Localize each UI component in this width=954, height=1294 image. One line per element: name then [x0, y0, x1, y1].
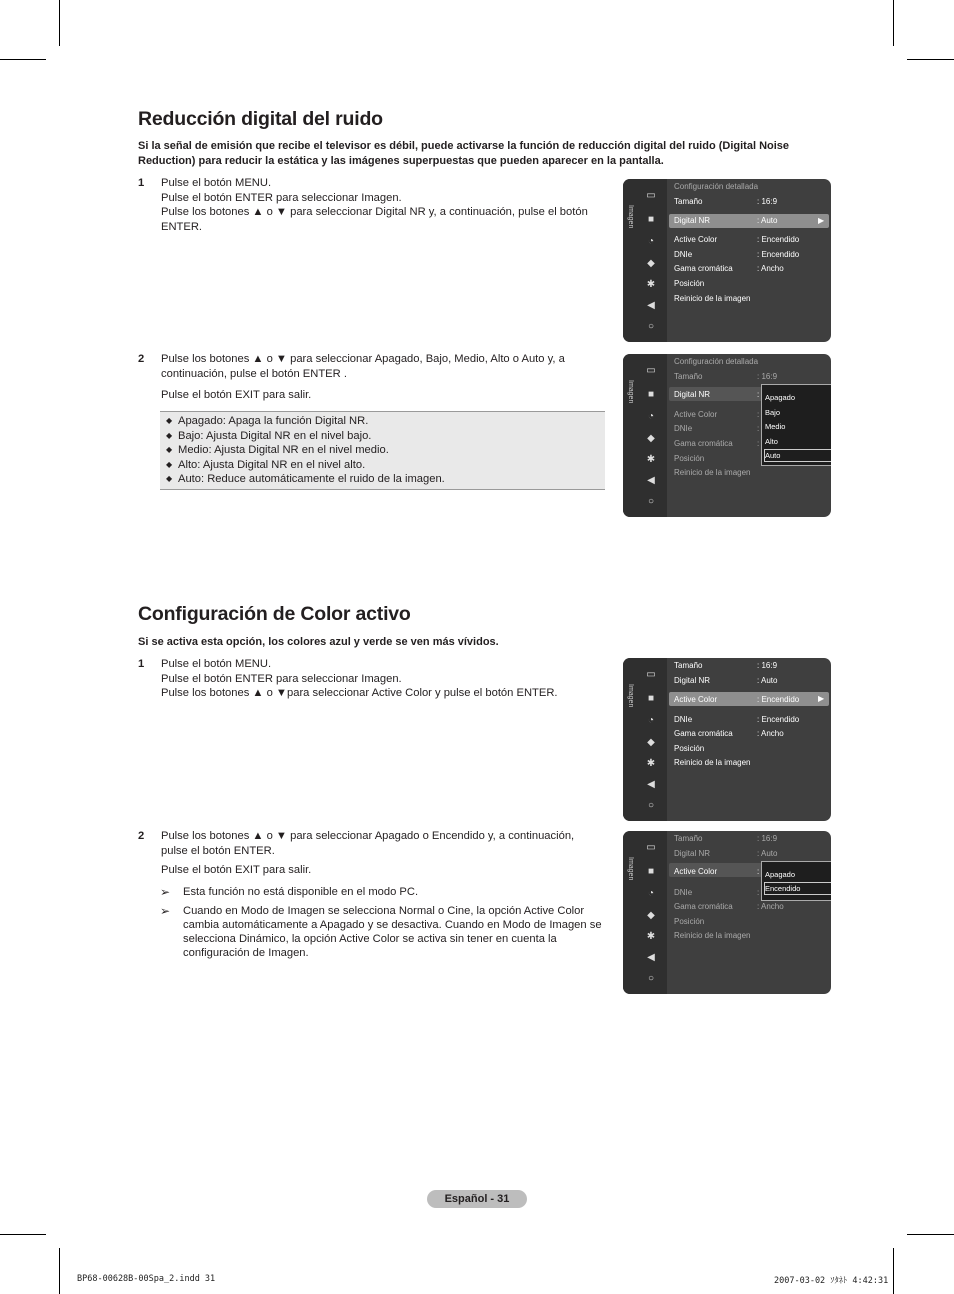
- osd-dropdown: [761, 384, 831, 466]
- setup-icon: ✱: [646, 758, 656, 769]
- help-icon: ○: [647, 800, 655, 811]
- page-number: Español - 31: [427, 1190, 527, 1208]
- osd-item[interactable]: Tamaño: [674, 661, 703, 670]
- crop-mark: [0, 1234, 46, 1235]
- list-item: ◆ Alto: Ajusta Digital NR en el nivel alto.: [166, 458, 366, 471]
- crop-mark: [59, 1248, 60, 1294]
- crop-mark: [59, 0, 60, 46]
- osd-item[interactable]: Reinicio de la imagen: [674, 758, 751, 767]
- sound-icon: ◔: [647, 411, 655, 422]
- input-icon: ▭: [646, 842, 656, 853]
- channel-icon: ◆: [647, 433, 655, 444]
- input-icon: ▭: [646, 669, 656, 680]
- dropdown-option[interactable]: Encendido: [765, 884, 801, 893]
- step-number: 1: [138, 177, 145, 189]
- osd-item[interactable]: DNIe: [674, 715, 693, 724]
- step-line: Pulse el botón EXIT para salir.: [161, 864, 312, 877]
- section-intro-noise: Si la señal de emisión que recibe el televisor es débil, puede activarse la función de reducción digital del ruido (Digital Noise Reduction) para reducir la estática y las imágenes superpuestas que pueden aparecer en la pantalla.: [138, 140, 790, 167]
- osd-item[interactable]: Active Color: [674, 867, 718, 876]
- arrow-right-icon: ▶: [818, 216, 825, 225]
- osd-side-label: Imagen: [627, 380, 634, 404]
- diamond-bullet-icon: ◆: [166, 445, 173, 455]
- osd-item[interactable]: Gama cromática: [674, 439, 733, 448]
- setup-icon: ✱: [646, 931, 656, 942]
- osd-header: Configuración detallada: [674, 182, 759, 191]
- osd-item[interactable]: Tamaño: [674, 197, 703, 206]
- arrow-note-icon: ➢: [160, 885, 171, 899]
- osd-item[interactable]: Reinicio de la imagen: [674, 294, 751, 303]
- function-icon: ◀: [647, 475, 655, 486]
- osd-sidebar: [623, 658, 667, 821]
- arrow-right-icon: ▶: [818, 694, 825, 703]
- osd-item[interactable]: Gama cromática: [674, 902, 733, 911]
- crop-mark: [893, 1248, 894, 1294]
- osd-item[interactable]: Gama cromática: [674, 729, 733, 738]
- list-item: ◆ Medio: Ajusta Digital NR en el nivel medio.: [166, 444, 389, 457]
- osd-item[interactable]: Active Color: [674, 695, 718, 704]
- step-line: Pulse los botones ▲ o ▼ para seleccionar Apagado, Bajo, Medio, Alto o Auto y, a: [161, 353, 565, 365]
- list-item: ◆ Apagado: Apaga la función Digital NR.: [166, 415, 369, 427]
- osd-item[interactable]: Posición: [674, 917, 705, 926]
- dropdown-option[interactable]: Auto: [765, 451, 781, 460]
- osd-side-label: Imagen: [627, 857, 634, 881]
- osd-item[interactable]: Digital NR: [674, 390, 711, 399]
- channel-icon: ◆: [647, 910, 655, 921]
- setup-icon: ✱: [646, 454, 656, 465]
- picture-icon: ■: [647, 214, 655, 225]
- osd-sidebar: [623, 179, 667, 342]
- step-line: Pulse los botones ▲ o ▼ para seleccionar Digital NR y, a continuación, pulse el botón: [161, 206, 588, 219]
- crop-mark: [893, 0, 894, 46]
- section-title-noise: Reducción digital del ruido: [138, 108, 383, 130]
- crop-mark: [907, 1234, 954, 1235]
- step-line: Pulse el botón MENU.: [161, 177, 272, 189]
- osd-item[interactable]: DNIe: [674, 424, 693, 433]
- osd-item[interactable]: Tamaño: [674, 834, 703, 843]
- step-number: 2: [138, 353, 145, 365]
- osd-dropdown: [761, 861, 831, 901]
- help-icon: ○: [647, 496, 655, 507]
- dropdown-option[interactable]: Medio: [765, 422, 786, 431]
- function-icon: ◀: [647, 300, 655, 311]
- section-title-color: Configuración de Color activo: [138, 603, 411, 625]
- input-icon: ▭: [646, 190, 656, 201]
- step-line: Pulse el botón ENTER para seleccionar Imagen.: [161, 672, 402, 685]
- dropdown-option[interactable]: Apagado: [765, 393, 796, 402]
- osd-item[interactable]: Active Color: [674, 235, 718, 244]
- step-line: Pulse los botones ▲ o ▼ para seleccionar Apagado o Encendido y, a continuación,: [161, 830, 575, 842]
- osd-menu-active-color: Imagen ▭ ■ ◔ ◆ ✱ ◀ ○ ▶ Tamaño : 16:9 Digital NR : Auto Active Color : Encendido DNIe : Encendido Gama cromática : Ancho Posición Reinicio de la imagen: [623, 658, 831, 821]
- step-line: pulse el botón ENTER.: [161, 844, 275, 857]
- osd-header: Configuración detallada: [674, 357, 759, 366]
- osd-sidebar: [623, 831, 667, 994]
- channel-icon: ◆: [647, 737, 655, 748]
- crop-mark: [907, 59, 954, 60]
- function-icon: ◀: [647, 952, 655, 963]
- help-icon: ○: [647, 973, 655, 984]
- step-number: 1: [138, 658, 145, 670]
- osd-menu-digital-nr-options: Imagen ▭ ■ ◔ ◆ ✱ ◀ ○ Configuración detallada Tamaño : 16:9 Digital NR : Active Color : DNIe : Gama cromática : Posición Reinicio de la imagen Apagado Bajo Medio Alto Auto: [623, 354, 831, 517]
- osd-item[interactable]: Gama cromática: [674, 264, 733, 273]
- list-item: ◆ Bajo: Ajusta Digital NR en el nivel bajo.: [166, 429, 372, 442]
- osd-item[interactable]: Digital NR: [674, 216, 711, 225]
- setup-icon: ✱: [646, 279, 656, 290]
- input-icon: ▭: [646, 365, 656, 376]
- osd-item[interactable]: Posición: [674, 744, 705, 753]
- step-number: 2: [138, 830, 145, 842]
- function-icon: ◀: [647, 779, 655, 790]
- options-box: [160, 411, 605, 490]
- diamond-bullet-icon: ◆: [166, 459, 173, 469]
- step-line: Pulse el botón EXIT para salir.: [161, 389, 312, 402]
- section-intro-color: Si se activa esta opción, los colores azul y verde se ven más vívidos.: [138, 636, 499, 648]
- osd-sidebar: [623, 354, 667, 517]
- step-line: continuación, pulse el botón ENTER .: [161, 367, 347, 380]
- sound-icon: ◔: [647, 888, 655, 899]
- osd-item[interactable]: DNIe: [674, 888, 693, 897]
- print-date: 2007-03-02 ｿﾀﾈﾄ 4:42:31: [774, 1276, 889, 1286]
- diamond-bullet-icon: ◆: [166, 474, 173, 484]
- picture-icon: ■: [647, 389, 655, 400]
- step-line: ENTER.: [161, 220, 203, 233]
- diamond-bullet-icon: ◆: [166, 430, 173, 440]
- help-icon: ○: [647, 321, 655, 332]
- step-line: Pulse el botón MENU.: [161, 658, 272, 670]
- sound-icon: ◔: [647, 236, 655, 247]
- osd-item[interactable]: Reinicio de la imagen: [674, 931, 751, 940]
- channel-icon: ◆: [647, 258, 655, 269]
- dropdown-option[interactable]: Bajo: [765, 408, 781, 417]
- osd-item[interactable]: Posición: [674, 454, 705, 463]
- step-line: Pulse los botones ▲ o ▼para seleccionar Active Color y pulse el botón ENTER.: [161, 687, 558, 700]
- sound-icon: ◔: [647, 715, 655, 726]
- picture-icon: ■: [647, 693, 655, 704]
- osd-item[interactable]: Posición: [674, 279, 705, 288]
- diamond-bullet-icon: ◆: [166, 416, 173, 425]
- osd-item[interactable]: Tamaño: [674, 372, 703, 381]
- arrow-note-icon: ➢: [160, 904, 171, 918]
- osd-item[interactable]: Digital NR: [674, 676, 711, 685]
- dropdown-option[interactable]: Alto: [765, 437, 778, 446]
- step-line: Pulse el botón ENTER para seleccionar Imagen.: [161, 191, 402, 204]
- list-item: ◆ Auto: Reduce automáticamente el ruido de la imagen.: [166, 473, 445, 486]
- osd-item[interactable]: DNIe: [674, 250, 693, 259]
- osd-side-label: Imagen: [627, 205, 634, 229]
- osd-item[interactable]: Digital NR: [674, 849, 711, 858]
- osd-menu-active-color-options: Imagen ▭ ■ ◔ ◆ ✱ ◀ ○ Tamaño : 16:9 Digital NR : Auto Active Color : DNIe : Gama cromática : Ancho Posición Reinicio de la imagen Apagado Encendido: [623, 831, 831, 994]
- osd-side-label: Imagen: [627, 684, 634, 708]
- osd-item[interactable]: Active Color: [674, 410, 718, 419]
- file-info: BP68-00628B-00Spa_2.indd 31: [77, 1274, 216, 1284]
- osd-menu-digital-nr: Imagen ▭ ■ ◔ ◆ ✱ ◀ ○ Configuración detallada ▶ Tamaño : 16:9 Digital NR : Auto Active Color : Encendido DNIe : Encendido Gama cromática : Ancho Posición Reinicio de la imagen: [623, 179, 831, 342]
- picture-icon: ■: [647, 866, 655, 877]
- crop-mark: [0, 59, 46, 60]
- dropdown-option[interactable]: Apagado: [765, 870, 796, 879]
- osd-item[interactable]: Reinicio de la imagen: [674, 468, 751, 477]
